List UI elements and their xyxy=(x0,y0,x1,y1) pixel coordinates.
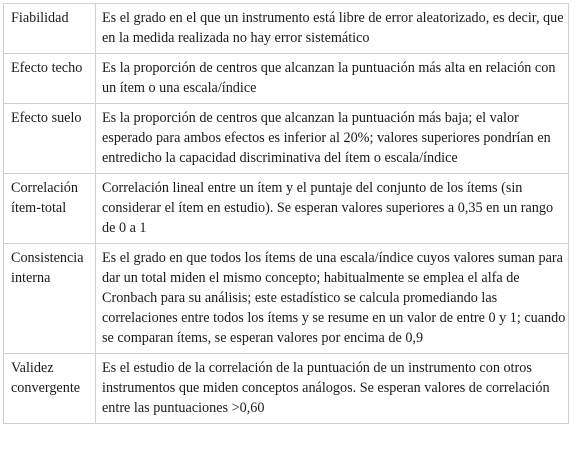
table-row xyxy=(4,4,569,54)
table-row xyxy=(4,104,569,174)
term-cell: Fiabilidad xyxy=(4,4,96,54)
definition-cell: Es el grado en que todos los ítems de una escala/índice cuyos valores suman para dar un total miden el mismo concepto; habitualmente se emplea el alfa de Cronbach para su análisis; este estadístico se calcula promediando las correlaciones entre todos los ítems y se resume en un valor de entre 0 y 1; cuando se comparan ítems, se esperan valores por encima de 0,9 xyxy=(96,244,569,354)
term-cell: Efecto suelo xyxy=(4,104,96,174)
table-row xyxy=(4,54,569,104)
table-row xyxy=(4,174,569,244)
definitions-table xyxy=(3,3,569,424)
definition-cell: Es la proporción de centros que alcanzan la puntuación más baja; el valor esperado para ambos efectos es inferior al 20%; valores superiores pondrían en entredicho la capacidad discriminativa del ítem o escala/índice xyxy=(96,104,569,174)
term-cell: Validez convergente xyxy=(4,354,96,424)
term-cell: Efecto techo xyxy=(4,54,96,104)
term-cell: Consistencia interna xyxy=(4,244,96,354)
term-cell: Correlación ítem-total xyxy=(4,174,96,244)
table-row xyxy=(4,354,569,424)
definition-cell: Es el estudio de la correlación de la puntuación de un instrumento con otros instrumentos que miden conceptos análogos. Se esperan valores de correlación entre las puntuaciones >0,60 xyxy=(96,354,569,424)
definition-cell: Es el grado en el que un instrumento está libre de error aleatorizado, es decir, que en la medida realizada no hay error sistemático xyxy=(96,4,569,54)
definition-cell: Es la proporción de centros que alcanzan la puntuación más alta en relación con un ítem o una escala/índice xyxy=(96,54,569,104)
definition-cell: Correlación lineal entre un ítem y el puntaje del conjunto de los ítems (sin considerar el ítem en estudio). Se esperan valores superiores a 0,35 en un rango de 0 a 1 xyxy=(96,174,569,244)
table-row xyxy=(4,244,569,354)
